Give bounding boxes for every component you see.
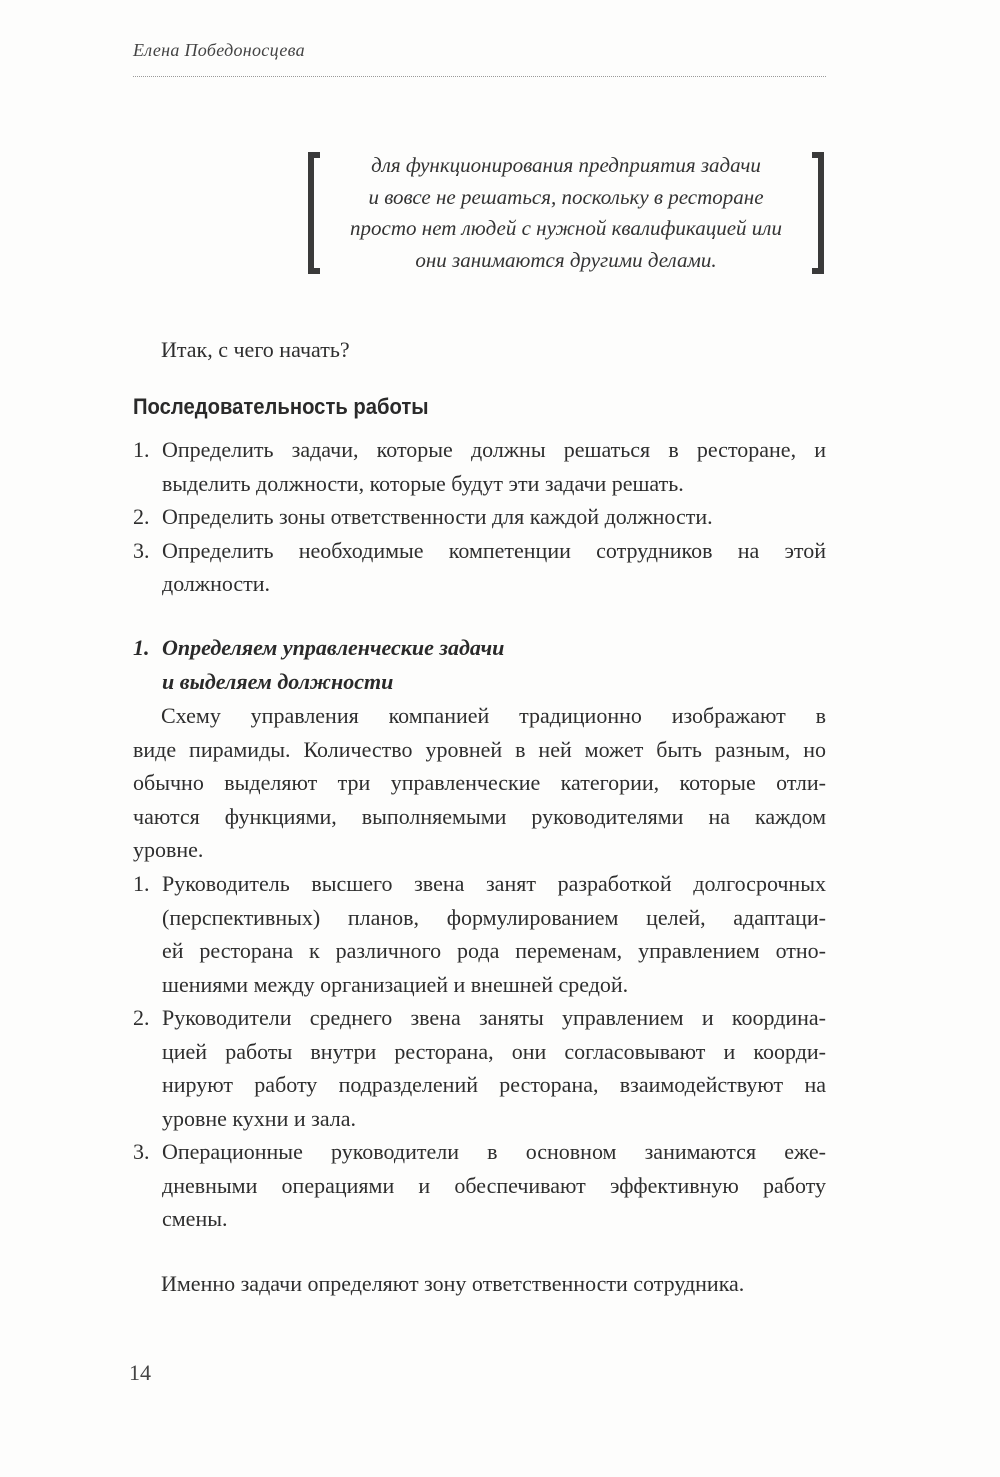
section-heading xyxy=(133,631,504,698)
list-line: выделить должности, которые будут эти задачи решать. xyxy=(162,470,684,496)
list-line: ей ресторана к различного рода переменам, управлением отно- xyxy=(162,938,826,963)
list-line: Руководитель высшего звена занят разработкой долгосрочных xyxy=(162,871,826,896)
list-line: дневными операциями и обеспечивают эффективную работу xyxy=(162,1172,826,1198)
running-head: Елена Победоносцева xyxy=(133,40,305,60)
quote-line: для функционирования предприятия задачи xyxy=(371,153,761,177)
section-title-line: Определяем управленческие задачи xyxy=(162,635,505,660)
list-line: (перспективных) планов, формулированием целей, адаптаци- xyxy=(162,904,826,930)
section-title-line: и выделяем должности xyxy=(162,668,394,694)
list-item xyxy=(133,1001,826,1135)
quote-text xyxy=(330,150,802,276)
paragraph-line: Схему управления компанией традиционно изображают в xyxy=(161,703,826,728)
list-line: смены. xyxy=(162,1206,228,1231)
list-number: 3. xyxy=(133,537,150,563)
right-bracket-icon xyxy=(812,152,824,274)
page-number: 14 xyxy=(129,1360,151,1385)
left-bracket-icon xyxy=(308,152,320,274)
list-line: цией работы внутри ресторана, они согласовывают и коорди- xyxy=(162,1038,826,1064)
list-line: нируют работу подразделений ресторана, взаимодействуют на xyxy=(162,1072,826,1097)
list-item xyxy=(133,867,826,1001)
intro-question: Итак, с чего начать? xyxy=(161,337,350,362)
list-number: 1. xyxy=(133,437,150,462)
sequence-list xyxy=(133,433,826,601)
list-line: Определить необходимые компетенции сотрудников на этой xyxy=(162,537,826,563)
list-line: должности. xyxy=(162,571,271,596)
intro-paragraph xyxy=(133,333,826,367)
paragraph-line: чаются функциями, выполняемыми руководителями на каждом xyxy=(133,803,826,829)
list-line: Определить зоны ответственности для каждой должности. xyxy=(162,504,713,529)
list-number: 3. xyxy=(133,1139,150,1164)
list-line: Определить задачи, которые должны решаться в ресторане, и xyxy=(162,437,826,462)
sequence-heading: Последовательность работы xyxy=(133,394,429,419)
list-number: 2. xyxy=(133,504,150,529)
list-line: уровне кухни и зала. xyxy=(162,1105,357,1131)
list-line: Операционные руководители в основном занимаются еже- xyxy=(162,1139,826,1164)
header-divider xyxy=(133,76,826,77)
section-paragraph xyxy=(133,699,826,867)
list-item xyxy=(133,500,826,534)
list-line: шениями между организацией и внешней средой. xyxy=(162,971,629,997)
list-item xyxy=(133,433,826,500)
list-line: Руководители среднего звена заняты управлением и координа- xyxy=(162,1005,826,1030)
list-item xyxy=(133,1135,826,1236)
section-number: 1. xyxy=(133,635,150,660)
quote-line: они занимаются другими делами. xyxy=(415,247,717,272)
paragraph-line: обычно выделяют три управленческие категории, которые отли- xyxy=(133,770,826,795)
quote-line: и вовсе не решаться, поскольку в ресторане xyxy=(368,184,764,209)
conclusion-paragraph xyxy=(133,1267,826,1301)
list-number: 2. xyxy=(133,1005,150,1030)
management-levels-list xyxy=(133,867,826,1236)
pull-quote xyxy=(308,150,824,274)
quote-line: просто нет людей с нужной квалификацией или xyxy=(350,216,782,240)
conclusion-line: Именно задачи определяют зону ответственности сотрудника. xyxy=(161,1271,745,1296)
paragraph-line: виде пирамиды. Количество уровней в ней может быть разным, но xyxy=(133,736,826,762)
list-item xyxy=(133,534,826,601)
paragraph-line: уровне. xyxy=(133,837,204,862)
list-number: 1. xyxy=(133,871,150,896)
